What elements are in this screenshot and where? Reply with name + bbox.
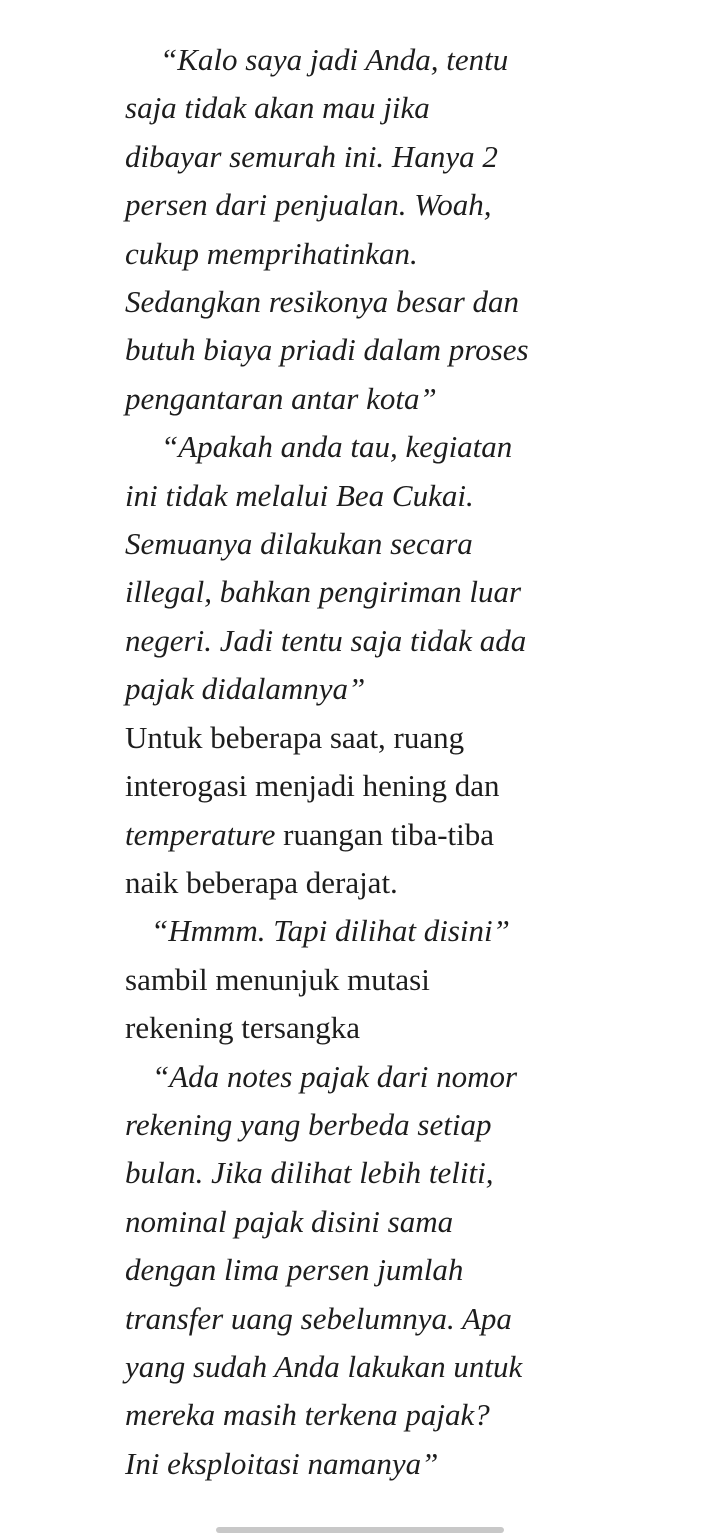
- text-line: ini tidak melalui Bea Cukai.: [125, 477, 474, 513]
- text-line: naik beberapa derajat.: [125, 864, 398, 900]
- text-line: yang sudah Anda lakukan untuk: [125, 1348, 523, 1384]
- text-line: persen dari penjualan. Woah,: [125, 187, 492, 223]
- paragraph-mixed: [125, 907, 600, 1052]
- paragraph-dialogue-2: [125, 423, 600, 713]
- text-line: saja tidak akan mau jika: [125, 90, 430, 126]
- text-line: bulan. Jika dilihat lebih teliti,: [125, 1155, 494, 1191]
- text-line: dengan lima persen jumlah: [125, 1252, 464, 1288]
- text-line: cukup memprihatinkan.: [125, 235, 418, 271]
- text-line: sambil menunjuk mutasi: [125, 961, 430, 997]
- text-line: “Kalo saya jadi Anda, tentu: [160, 42, 509, 77]
- text-line: interogasi menjadi hening dan: [125, 768, 500, 804]
- text-line: Untuk beberapa saat, ruang: [125, 719, 465, 755]
- home-indicator-bar[interactable]: [216, 1527, 504, 1533]
- text-line: transfer uang sebelumnya. Apa: [125, 1300, 512, 1336]
- dialogue-quote: “Hmmm. Tapi dilihat disini”: [151, 913, 510, 949]
- text-line: mereka masih terkena pajak?: [125, 1397, 490, 1433]
- reader-page: [125, 36, 600, 1488]
- text-fragment: ruangan tiba-tiba: [283, 816, 495, 852]
- text-line: [125, 811, 600, 859]
- text-line: negeri. Jadi tentu saja tidak ada: [125, 622, 527, 658]
- text-line: Ini eksploitasi namanya”: [125, 1445, 439, 1481]
- text-line: Semuanya dilakukan secara: [125, 526, 473, 562]
- text-line: illegal, bahkan pengiriman luar: [125, 574, 522, 610]
- text-line: nominal pajak disini sama: [125, 1203, 454, 1239]
- text-line: dibayar semurah ini. Hanya 2: [125, 138, 498, 174]
- text-line: “Apakah anda tau, kegiatan: [161, 429, 513, 465]
- text-line: pajak didalamnya”: [125, 671, 366, 707]
- text-line: butuh biaya priadi dalam proses: [125, 332, 529, 368]
- text-line: rekening tersangka: [125, 1010, 360, 1046]
- paragraph-dialogue-1: [125, 36, 600, 423]
- text-line: rekening yang berbeda setiap: [125, 1106, 492, 1142]
- emphasis-word: temperature: [125, 816, 276, 852]
- paragraph-dialogue-3: [125, 1053, 600, 1489]
- text-line: pengantaran antar kota”: [125, 380, 437, 416]
- text-line: Sedangkan resikonya besar dan: [125, 284, 520, 320]
- paragraph-narration: [125, 714, 600, 908]
- text-line: “Ada notes pajak dari nomor: [152, 1058, 518, 1094]
